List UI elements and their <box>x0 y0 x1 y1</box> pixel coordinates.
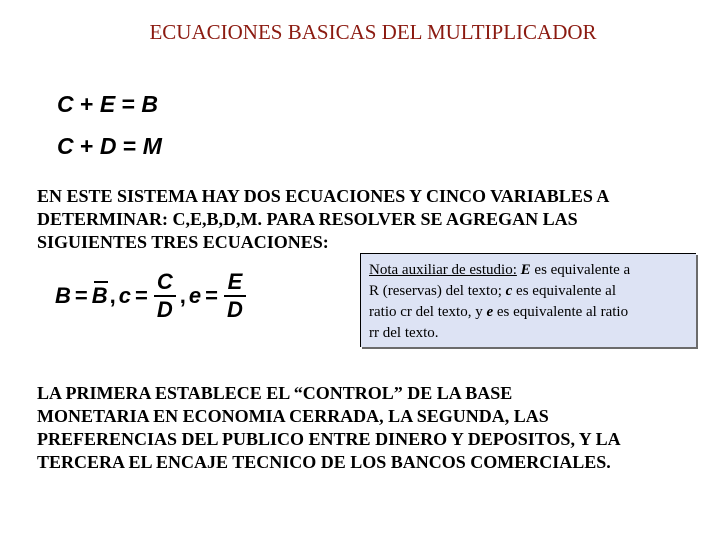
formula-equals-2: = <box>135 283 148 308</box>
formula-equals-1: = <box>74 283 88 308</box>
eq1-var-e: E <box>99 91 116 117</box>
intro-line: EN ESTE SISTEMA HAY DOS ECUACIONES Y CINCO VARIABLES A <box>37 186 610 206</box>
ratio-formula <box>55 266 248 326</box>
intro-paragraph <box>37 185 707 254</box>
eq1-var-c: C <box>57 91 74 117</box>
fraction-c-over-d <box>154 269 176 323</box>
formula-comma-2: , <box>179 283 186 308</box>
note-line-2 <box>369 281 688 302</box>
slide-title: ECUACIONES BASICAS DEL MULTIPLICADOR <box>149 20 597 44</box>
note-label: Nota auxiliar de estudio: <box>369 262 517 278</box>
note-text: es equivalente al ratio <box>493 304 629 320</box>
note-text: ratio cr del texto, y <box>369 304 487 320</box>
closing-line: LA PRIMERA ESTABLECE EL “CONTROL” DE LA BASE <box>37 383 513 403</box>
note-line-1 <box>369 260 688 281</box>
fraction-c-numerator: C <box>156 269 173 294</box>
formula-c: c <box>118 283 132 308</box>
formula-b-bar: B <box>91 283 108 308</box>
fraction-e-denominator: D <box>227 297 243 322</box>
note-var-e-upper: E <box>520 262 531 278</box>
eq1-equals: = <box>121 91 136 117</box>
study-note-box <box>360 253 696 347</box>
eq2-var-c: C <box>57 133 74 159</box>
eq1-var-b: B <box>141 91 159 117</box>
note-var-c: c <box>505 283 513 299</box>
intro-line: SIGUIENTES TRES ECUACIONES: <box>37 232 329 252</box>
fraction-c-denominator: D <box>156 297 173 322</box>
eq2-plus: + <box>80 133 94 159</box>
note-text: es equivalente al <box>512 283 617 299</box>
note-line-4: rr del texto. <box>369 325 439 341</box>
closing-line: TERCERA EL ENCAJE TECNICO DE LOS BANCOS COMERCIALES. <box>37 452 611 472</box>
closing-line: PREFERENCIAS DEL PUBLICO ENTRE DINERO Y DEPOSITOS, Y LA <box>37 429 621 449</box>
eq2-var-m: M <box>142 133 162 159</box>
note-text: R (reservas) del texto; <box>369 283 506 299</box>
note-line-3 <box>369 302 688 323</box>
eq2-var-d: D <box>99 133 117 159</box>
eq2-equals: = <box>122 133 137 159</box>
equation-c-plus-d-equals-m <box>57 133 162 160</box>
equation-c-plus-e-equals-b <box>57 91 158 118</box>
formula-equals-3: = <box>205 283 218 308</box>
fraction-e-over-d <box>224 269 246 323</box>
note-text: es equivalente a <box>530 262 631 278</box>
formula-e: e <box>188 283 202 308</box>
closing-paragraph <box>37 382 707 474</box>
note-var-e: e <box>486 304 494 320</box>
closing-line: MONETARIA EN ECONOMIA CERRADA, LA SEGUNDA, LAS <box>37 406 549 426</box>
eq1-plus: + <box>80 91 94 117</box>
formula-comma-1: , <box>109 283 116 308</box>
formula-b: B <box>55 283 71 308</box>
fraction-e-numerator: E <box>227 269 243 294</box>
intro-line: DETERMINAR: C,E,B,D,M. PARA RESOLVER SE AGREGAN LAS <box>37 209 578 229</box>
